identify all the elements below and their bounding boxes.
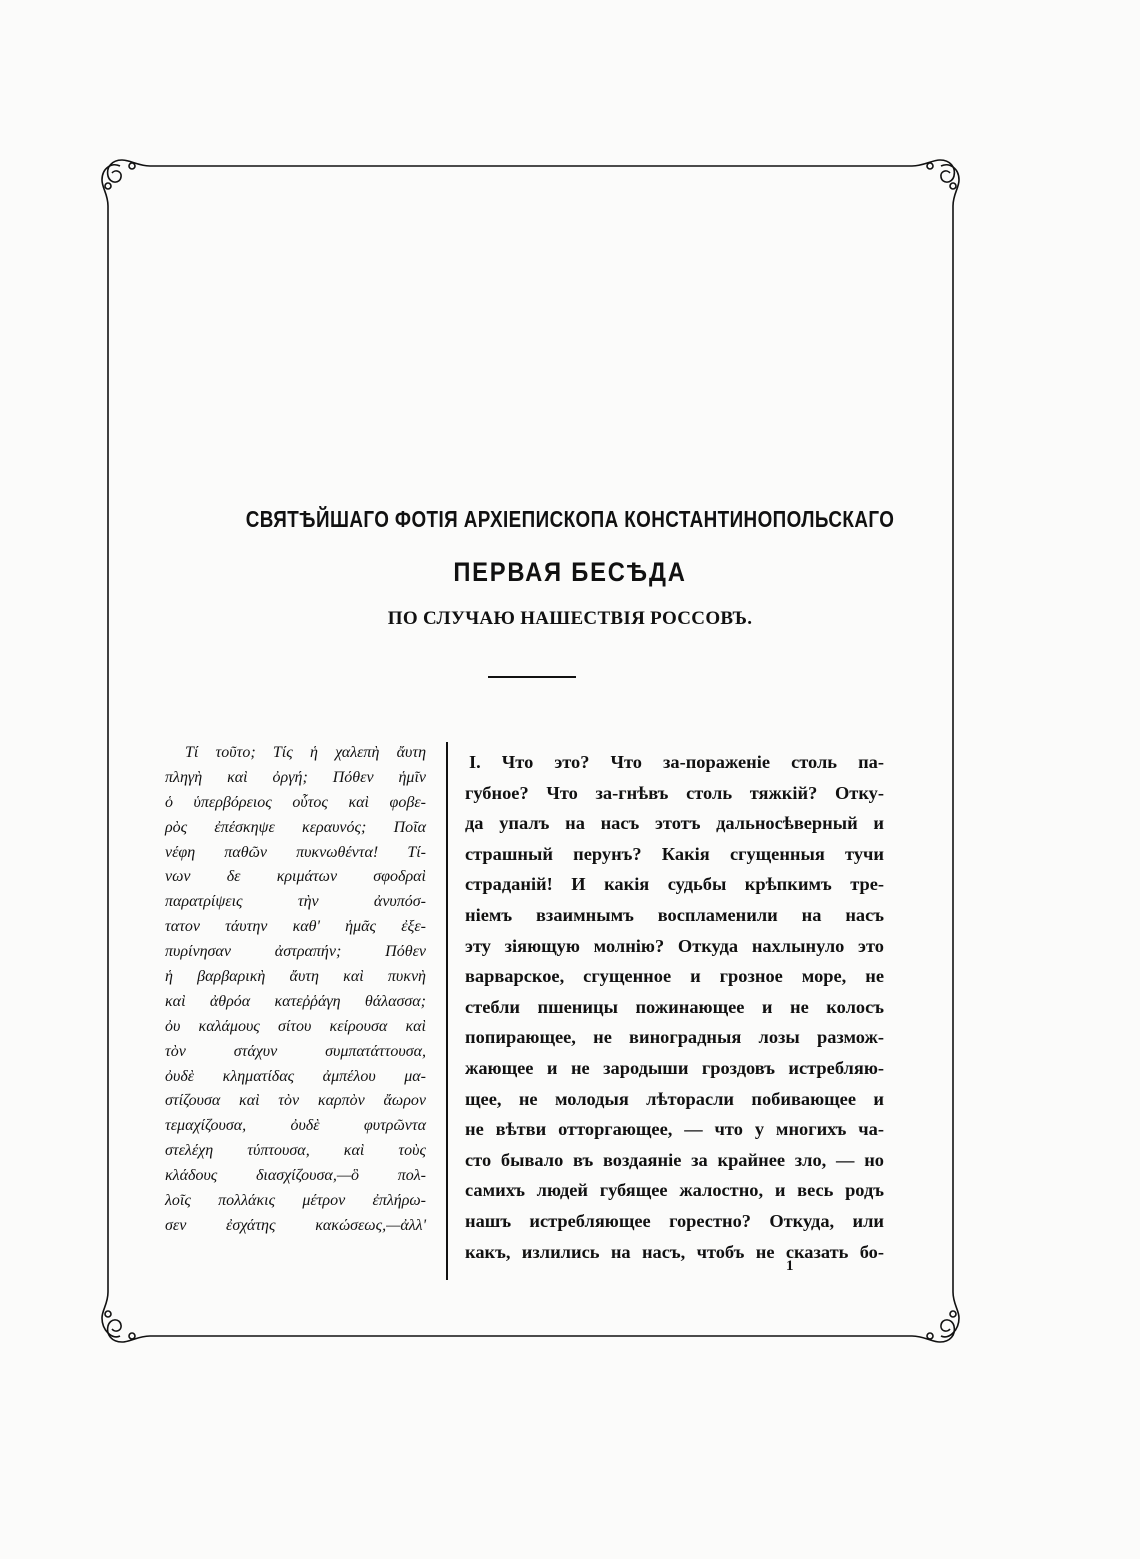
russian-line: сто бывало въ воздаяніе за крайнее зло, — но	[465, 1149, 884, 1170]
corner-ornament-top-left	[102, 160, 150, 206]
russian-line: I. Что это? Что за-пораженіе столь па-	[469, 752, 884, 772]
greek-line: ἡ βαρβαρικὴ ἄυτη καὶ πυκνὴ	[165, 968, 426, 986]
author-heading: СВЯТѢЙШАГО ФОТІЯ АРХІЕПИСКОПА КОНСТАНТИНОПОЛЬСКАГО	[245, 506, 895, 532]
russian-line: эту зіяющую молнію? Откуда нахлынуло это	[465, 935, 884, 956]
greek-line: ὀυ καλάμους σίτου κείρουσα καὶ	[165, 1017, 426, 1035]
russian-line: губное? Что за-гнѣвъ столь тяжкій? Отку-	[465, 782, 884, 803]
greek-line: πληγὴ καὶ ὀργή; Πόθεν ἡμῖν	[165, 768, 426, 786]
russian-line: страшный перунъ? Какія сгущенныя тучи	[465, 843, 884, 864]
greek-line: στίζουσα καὶ τὸν καρπὸν ἄωρον	[165, 1092, 426, 1110]
homily-title: ПЕРВАЯ БЕСѢДА	[453, 557, 687, 587]
corner-ornament-top-right	[912, 160, 959, 206]
greek-line: νων δε κριμάτων σφοδραὶ	[165, 868, 426, 886]
greek-line: Τί τοῦτο; Τίς ἡ χαλεπὴ ἄυτη	[185, 744, 426, 761]
greek-line: πυρίνησαν ἀστραπήν; Πόθεν	[165, 943, 426, 961]
greek-line: καὶ ἀθρόα κατεῤῥάγη θάλασσα;	[165, 992, 426, 1010]
greek-line: λοῖς πολλάκις μέτρον ἐπλήρω-	[165, 1192, 426, 1210]
homily-subtitle: ПО СЛУЧАЮ НАШЕСТВІЯ РОССОВЪ.	[387, 608, 753, 629]
corner-ornament-bottom-left	[102, 1292, 150, 1342]
russian-line: да упалъ на насъ этотъ дальносѣверный и	[465, 813, 884, 834]
russian-line: самихъ людей губящее жалостно, и весь родъ	[465, 1180, 884, 1201]
russian-line: ніемъ взаимнымъ воспламенили на насъ	[465, 904, 884, 925]
russian-line: страданій! И какія судьбы крѣпкимъ тре-	[465, 874, 884, 895]
page-number: 1	[786, 1258, 794, 1274]
greek-line: σεν ἐσχάτης κακώσεως,—ἀλλ'	[165, 1216, 426, 1234]
russian-line: варварское, сгущенное и грозное море, не	[465, 966, 884, 987]
greek-line: τὸν στάχυν συμπατάττουσα,	[165, 1042, 426, 1060]
greek-line: τεμαχίζουσα, ὀυδὲ φυτρῶντα	[165, 1117, 426, 1135]
greek-line: τατον τάυτην καθ' ἡμᾶς ἐξε-	[165, 918, 426, 936]
greek-line: παρατρίψεις τὴν ἀνυπόσ-	[165, 893, 426, 911]
title-divider-rule	[488, 676, 576, 678]
greek-line: νέφη παθῶν πυκνωθέντα! Τί-	[165, 843, 426, 861]
russian-line: попирающее, не виноградныя лозы размож-	[465, 1027, 884, 1048]
greek-line: στελέχη τύπτουσα, καὶ τοὺς	[165, 1142, 426, 1160]
greek-line: ὀυδὲ κληματίδας ἀμπέλου μα-	[165, 1067, 426, 1085]
russian-line: жающее и не зародыши гроздовъ истребляю-	[465, 1057, 884, 1078]
russian-line: стебли пшеницы пожинающее и не колосъ	[465, 996, 884, 1017]
russian-line: щее, не молодыя лѣторасли побивающее и	[465, 1088, 884, 1109]
greek-line: ὁ ὑπερβόρειος οὗτος καὶ φοβε-	[165, 793, 426, 811]
column-divider-rule	[446, 742, 448, 1280]
corner-ornament-bottom-right	[912, 1292, 959, 1342]
greek-line: ρὸς ἐπέσκηψε κεραυνός; Ποῖα	[165, 818, 426, 836]
russian-line: какъ, излились на насъ, чтобъ не сказать бо-	[465, 1241, 884, 1262]
russian-text-column	[465, 747, 884, 1267]
russian-line: нашъ истребляющее горестно? Откуда, или	[465, 1210, 884, 1231]
greek-line: κλάδους διασχίζουσα,—ὃ πολ-	[165, 1167, 426, 1185]
russian-line: не вѣтви отторгающее, — что у многихъ ча-	[465, 1119, 884, 1140]
greek-text-column	[165, 741, 426, 1239]
